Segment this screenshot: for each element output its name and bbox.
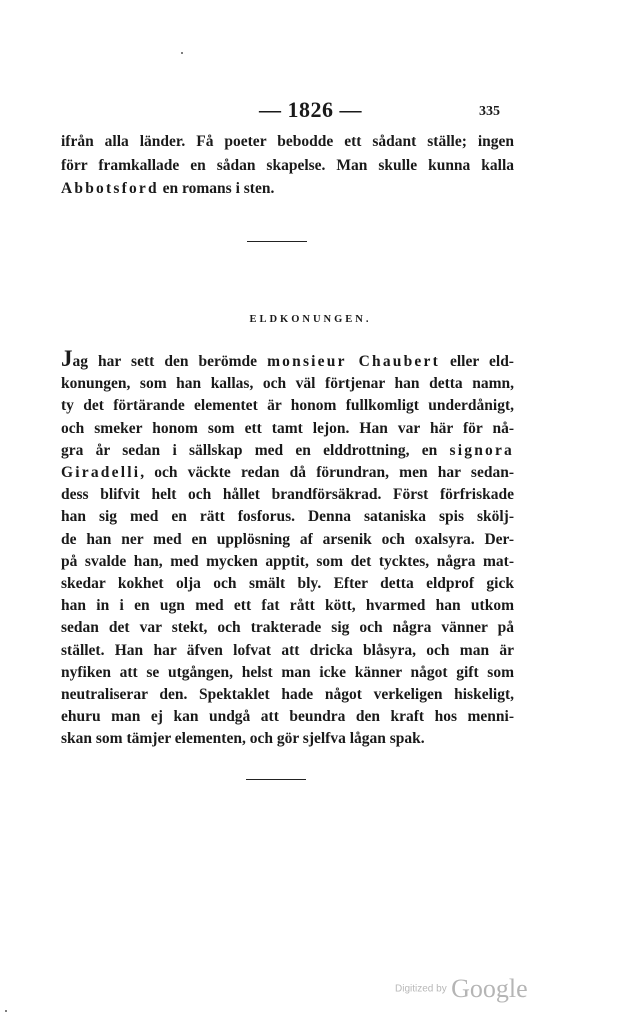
spaced-emphasis-text: Abbotsford: [61, 180, 159, 197]
text-segment: skedar kokhet olja och smält bly. Efter detta eldprof gick: [61, 575, 514, 592]
separator-rule: [247, 241, 307, 242]
text-line: [61, 662, 514, 684]
text-segment: de han ner med en upplösning af arsenik och oxalsyra. Der-: [61, 530, 514, 548]
text-segment: dess blifvit helt och hållet brandförsäkrad. Först förfriskade: [61, 486, 514, 504]
text-segment: sedan det var stekt, och trakterade sig och några vänner på: [61, 619, 514, 637]
text-line: [61, 506, 514, 528]
digitized-watermark: [395, 974, 528, 1004]
scan-speck: [181, 52, 183, 54]
text-segment: han sig med en rätt fosforus. Denna sataniska spis skölj-: [61, 508, 514, 526]
spaced-emphasis-text: signora: [449, 441, 514, 459]
text-line: [61, 484, 514, 506]
text-line: [61, 706, 514, 728]
text-segment: ag har sett den berömde: [72, 353, 268, 370]
scan-speck: [5, 1010, 7, 1012]
text-line: [61, 131, 514, 153]
spaced-emphasis-text: monsieur Chaubert: [267, 353, 440, 370]
text-segment: ty det förtärande elementet är honom fullkomligt underdånigt,: [61, 397, 514, 415]
text-line: [61, 551, 514, 573]
text-line: [61, 178, 514, 200]
text-segment: stället. Han har äfven lofvat att dricka blåsyra, och man är: [61, 641, 514, 659]
text-segment: ehuru man ej kan undgå att beundra den kraft hos menni-: [61, 708, 514, 726]
end-rule: [246, 779, 306, 780]
text-line: [61, 418, 514, 440]
text-segment: , och väckte redan då förundran, men har sedan-: [140, 464, 514, 481]
text-segment: eller eld-: [439, 353, 514, 370]
text-line: [61, 155, 514, 177]
page-number: 335: [479, 104, 500, 119]
text-line: [61, 728, 514, 750]
text-line: [61, 346, 514, 373]
text-line: [61, 373, 514, 395]
text-segment: neutraliserar den. Spektaklet hade något verkeligen hiskeligt,: [61, 686, 514, 703]
text-segment: nyfiken att se utgången, helst man icke känner något gift som: [61, 663, 514, 681]
text-line: [61, 640, 514, 662]
text-segment: förr framkallade en sådan skapelse. Man skulle kunna kalla: [61, 156, 514, 174]
google-logo: Google: [451, 974, 528, 1003]
text-line: [61, 595, 514, 617]
text-segment: gra år sedan i sällskap med en elddrottning, en: [61, 441, 450, 459]
text-line: [61, 529, 514, 551]
text-line: [61, 462, 514, 484]
text-line: [61, 440, 514, 462]
text-line: [61, 684, 514, 706]
text-segment: han in i en ugn med ett fat rått kött, hvarmed han utkom: [61, 597, 514, 615]
text-segment: en romans i sten.: [158, 180, 275, 197]
text-segment: konungen, som han kallas, och väl förtjenar han detta namn,: [61, 375, 514, 393]
text-segment: ifrån alla länder. Få poeter bebodde ett sådant ställe; ingen: [61, 133, 514, 150]
text-line: [61, 395, 514, 417]
drop-cap: J: [61, 346, 73, 371]
section-title: ELDKONUNGEN.: [249, 314, 372, 325]
running-head: — 1826 —: [259, 97, 362, 122]
text-segment: på svalde han, med mycken apptit, som det tycktes, några mat-: [61, 552, 514, 570]
text-segment: skan som tämjer elementen, och gör sjelfva lågan spak.: [61, 730, 425, 748]
spaced-emphasis-text: Giradelli: [61, 464, 141, 481]
text-line: [61, 573, 514, 595]
watermark-prefix: Digitized by: [395, 983, 447, 995]
text-segment: och smeker honom som ett tamt lejon. Han var här för nå-: [61, 419, 514, 437]
text-line: [61, 617, 514, 639]
